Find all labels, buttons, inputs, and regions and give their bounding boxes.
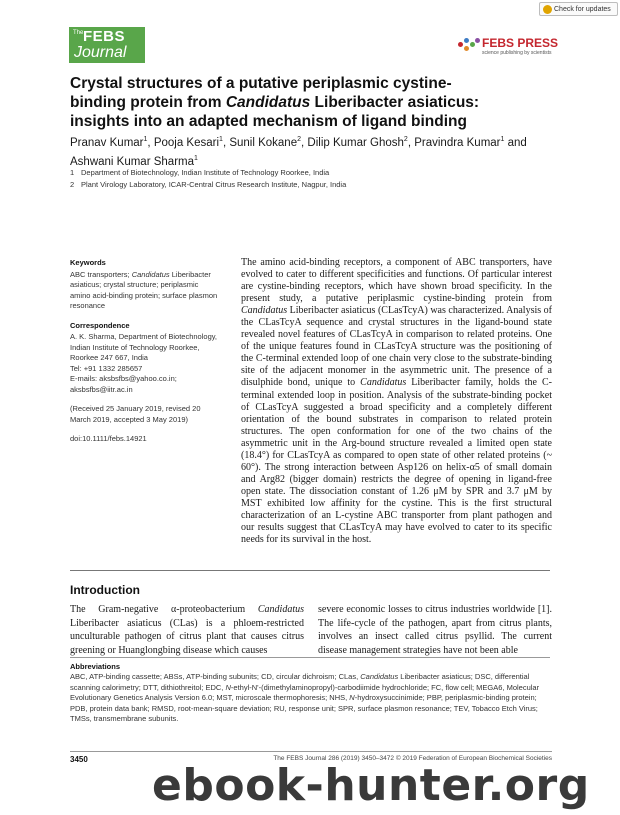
watermark: ebook-hunter.org xyxy=(152,760,590,811)
check-for-updates-button[interactable] xyxy=(539,2,618,16)
title-line-2-italic: Candidatus xyxy=(225,94,311,111)
affiliation-1 xyxy=(70,168,329,177)
logo-journal: Journal xyxy=(74,44,127,61)
correspondence-email[interactable]: aksbsfbs@iitr.ac.in xyxy=(70,384,133,394)
correspondence-block xyxy=(70,321,220,396)
keywords-text: ABC transporters; Candidatus Liberibacter asiaticus; crystal structure; periplasmic amino acid-binding protein; surface plasmon resonance xyxy=(70,269,218,310)
press-name: FEBS PRESS xyxy=(482,36,559,50)
correspondence-heading: Correspondence xyxy=(70,320,130,330)
check-updates-label: Check for updates xyxy=(554,6,611,13)
keywords-block xyxy=(70,258,220,312)
author-affiliation-mark: 1 xyxy=(219,136,223,143)
abbreviations-heading: Abbreviations xyxy=(70,662,121,671)
journal-logo xyxy=(69,27,145,63)
footer-divider xyxy=(70,751,552,752)
correspondence-line: Roorkee 247 667, India xyxy=(70,353,148,362)
affiliation-text: Plant Virology Laboratory, ICAR-Central Citrus Research Institute, Nagpur, India xyxy=(81,180,347,189)
affiliation-number: 2 xyxy=(70,180,75,189)
correspondence-line: Tel: +91 1332 285657 xyxy=(70,363,143,373)
author-affiliation-mark: 1 xyxy=(143,136,148,143)
correspondence-line: A. K. Sharma, Department of Biotechnology, xyxy=(70,332,218,341)
title-line-2-pre: binding protein from xyxy=(70,94,226,111)
press-dots-icon xyxy=(458,38,480,52)
title-line-2-post: Liberibacter asiaticus: xyxy=(310,94,480,111)
affiliation-2 xyxy=(70,180,346,189)
intro-column-left: The Gram-negative α-proteobacterium Candidatus Liberibacter asiaticus (CLas) is a phloem-restricted unculturable pathogen of citrus plant that causes citrus greening or Huanglongbing disease which causes xyxy=(70,604,304,656)
section-divider xyxy=(70,570,550,571)
author-name[interactable]: Sunil Kokane xyxy=(229,136,298,149)
author-affiliation-mark: 2 xyxy=(403,136,408,143)
page-number: 3450 xyxy=(70,755,88,764)
author-name[interactable]: Dilip Kumar Ghosh xyxy=(307,136,404,149)
author-list: Pranav Kumar$^1$, Pooja Kesari$^1$, Sunil Kokane$^2$, Dilip Kumar Ghosh$^2$, Pravindra Kumar$^1$ and Ashwani Kumar Sharma$^1$ xyxy=(70,136,527,168)
logo-febs: FEBS xyxy=(83,28,126,45)
introduction-heading: Introduction xyxy=(70,583,140,597)
affiliation-number: 1 xyxy=(70,168,75,177)
logo-the: The xyxy=(73,30,84,36)
title-line-3: insights into an adapted mechanism of ligand binding xyxy=(70,113,467,130)
author-name[interactable]: Pooja Kesari xyxy=(153,136,220,149)
abstract: The amino acid-binding receptors, a component of ABC transporters, have evolved to cater to different specificities and functions. Of particular interest are cystine-binding receptors, which have shown broad specificity. In the present study, a putative periplasmic cystine-binding protein from Candidatus Liberibacter asiaticus (CLasTcyA) was characterized. Analysis of the CLasTcyA sequence and crystal structures in the ligand-bound state revealed novel features of CLasTcyA in comparison to related proteins. One of the unique features found in CLasTcyA structure was the positioning of the C-terminal extended loop of one chain very close to the substrate-binding site of the adjacent monomer in the asymmetric unit. The presence of a disulphide bond, unique to Candidatus Liberibacter family, holds the C-terminal extended loop in position. Analysis of the substrate-binding pocket of CLasTcyA suggested a broad specificity and a completely different orientation of the bound substrates in comparison to related protein structures. The open conformation for one of the two chains of the asymmetric unit in the Arg-bound structure revealed a limited open state (18.4°) for CLasTcyA as compared to open state of other related proteins (~ 60°). The strong interaction between Asp126 on helix-α5 of small domain and Arg82 (bigger domain) restricts the degree of opening in ligand-free open state. The dissociation constant of 1.26 μM by SPR and 3.7 μM by MST exhibited low affinity for the cystine. This is the first structural characterization of an L-cystine ABC transporter from plant pathogen and our results suggest that CLasTcyA may have evolved to cater to its specific needs for its survival in the host. xyxy=(241,257,552,546)
intro-column-right: severe economic losses to citrus industries worldwide [1]. The life-cycle of the pathogen, apart from citrus plants, involves an insect called citrus psyllid. The current disease management strategies have not been able xyxy=(318,604,552,656)
doi-link[interactable]: doi:10.1111/febs.14921 xyxy=(70,434,147,443)
author-name[interactable]: Pranav Kumar xyxy=(70,136,144,149)
author-name[interactable]: Pravindra Kumar xyxy=(414,136,501,149)
article-title xyxy=(70,74,540,131)
author-name[interactable]: Ashwani Kumar Sharma xyxy=(70,155,194,168)
and-word: and xyxy=(507,136,527,149)
author-affiliation-mark: 1 xyxy=(194,154,198,162)
title-line-1: Crystal structures of a putative periplasmic cystine- xyxy=(70,75,452,92)
press-tagline: science publishing by scientists xyxy=(482,50,552,56)
keywords-heading: Keywords xyxy=(70,258,106,267)
update-icon xyxy=(543,5,552,14)
author-affiliation-mark: 2 xyxy=(297,136,302,143)
abbreviations-box xyxy=(70,662,552,724)
article-sidebar xyxy=(70,258,220,454)
correspondence-line: Indian Institute of Technology Roorkee, xyxy=(70,342,200,352)
abbreviations-divider xyxy=(70,657,550,658)
journal-citation: The FEBS Journal 286 (2019) 3450–3472 © 2019 Federation of European Biochemical Societies xyxy=(273,755,552,762)
author-affiliation-mark: 1 xyxy=(500,136,505,143)
correspondence-email[interactable]: E-mails: aksbsfbs@yahoo.co.in; xyxy=(70,374,177,383)
received-dates: (Received 25 January 2019, revised 20 March 2019, accepted 3 May 2019) xyxy=(70,404,201,424)
affiliation-text: Department of Biotechnology, Indian Institute of Technology Roorkee, India xyxy=(81,168,330,177)
abbreviations-text: ABC, ATP-binding cassette; ABSs, ATP-binding subunits; CD, circular dichroism; CLas, Candidatus Liberibacter asiaticus; DSC, differential scanning calorimetry; DTT, dithiothreitol; EDC, N-ethyl-N'-(dimethylaminopropyl)-carbodiimide hydrochloride; FC, flow cell; MEGA6, Molecular Evolutionary Genetics Analysis Version 6.0; MST, microscale thermophoresis; NHS, N-hydroxysuccinimide; PBP, periplasmic-binding protein; PDB, protein data bank; RMSD, root-mean-square deviation; RU, response unit; SPR, surface plasmon resonance; TEV, Tobacco Etch Virus; TMSs, transmembrane subunits. xyxy=(70,672,540,724)
